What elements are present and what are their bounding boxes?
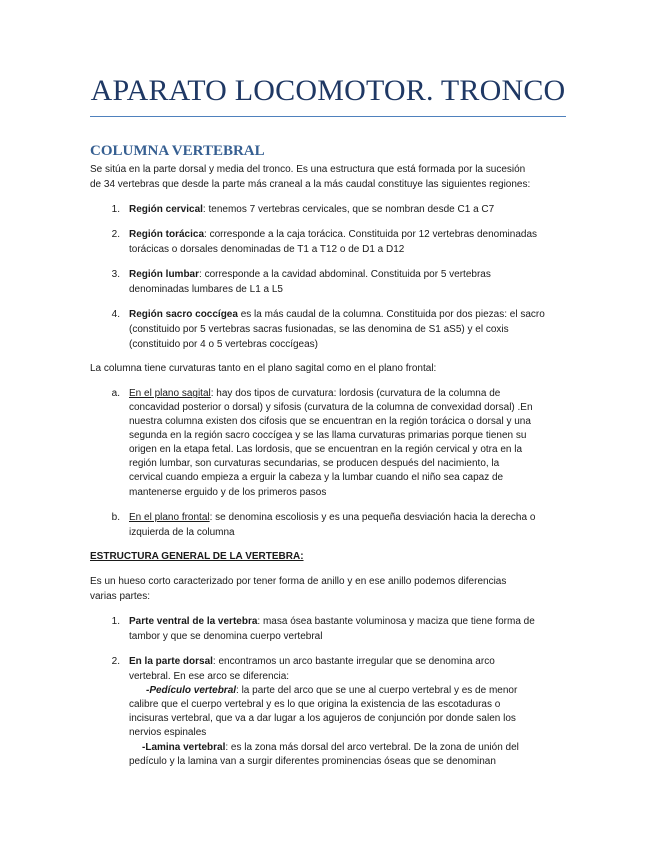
list-item-text: : encontramos un arco bastante irregular que se denomina arco xyxy=(212,656,495,667)
list-item-text: cervical cuando empieza a erguir la cabeza y la lumbar cuando el niño sea capaz de xyxy=(129,472,504,483)
list-item-text: nuestra columna existen dos cifosis que se encuentran en la región torácica o dorsal y una xyxy=(129,416,531,427)
sub-item-text: incisuras vertebral, que va a dar lugar a los agujeros de conjunción por donde salen los xyxy=(129,713,516,724)
list-item xyxy=(129,308,545,323)
paragraph: La columna tiene curvaturas tanto en el plano sagital como en el plano frontal: xyxy=(90,363,437,374)
list-item-term: Parte ventral de la vertebra xyxy=(129,616,258,627)
list-item xyxy=(129,387,500,402)
list-item-text: tambor y que se denomina cuerpo vertebral xyxy=(129,631,323,642)
subsection-heading-text: ESTRUCTURA GENERAL DE LA VERTEBRA: xyxy=(90,551,304,562)
title-underline xyxy=(90,116,566,117)
list-item-term: Región lumbar xyxy=(129,269,200,280)
list-item-text: : tenemos 7 vertebras cervicales, que se nombran desde C1 a C7 xyxy=(202,204,495,215)
sub-item-text: : la parte del arco que se une al cuerpo vertebral y es de menor xyxy=(236,685,518,696)
list-item xyxy=(129,615,535,630)
list-number: 2. xyxy=(111,229,120,240)
list-item-term: Región torácica xyxy=(129,229,205,240)
sub-item xyxy=(142,741,519,756)
list-number: 1. xyxy=(111,616,120,627)
sub-item-text: calibre que el cuerpo vertebral y es lo que origina la existencia de las escotaduras o xyxy=(129,699,501,710)
list-item-text: : corresponde a la caja torácica. Constituida por 12 vertebras denominadas xyxy=(204,229,537,240)
list-item-text: origen en la etapa fetal. Las lordosis, que se encuentran en la región cervical y otra en la xyxy=(129,444,523,455)
list-item xyxy=(129,268,491,283)
list-letter: b. xyxy=(111,512,120,523)
paragraph-line: varias partes: xyxy=(90,591,151,602)
list-item-text: izquierda de la columna xyxy=(129,527,235,538)
list-item-term: En el plano frontal xyxy=(129,512,210,523)
section-heading: COLUMNA VERTEBRAL xyxy=(90,143,265,159)
list-item xyxy=(129,655,495,670)
intro-line: Se sitúa en la parte dorsal y media del tronco. Es una estructura que está formada por la sucesión xyxy=(90,164,526,175)
list-item-term: En el plano sagital xyxy=(129,388,211,399)
list-item-text: región lumbar, son curvaturas secundarias, se producen después del nacimiento, la xyxy=(129,458,500,469)
list-item-term: Región sacro coccígea xyxy=(129,309,238,320)
sub-item-term: -Lamina vertebral xyxy=(142,742,226,753)
list-item-text: (constituido por 4 o 5 vertebras coccígeas) xyxy=(129,339,318,350)
subsection-heading xyxy=(90,550,304,565)
list-letter: a. xyxy=(111,388,120,399)
list-item xyxy=(129,203,494,218)
list-item-text: denominadas lumbares de L1 a L5 xyxy=(129,284,283,295)
list-item xyxy=(129,228,537,243)
list-item-text: torácicas o dorsales denominadas de T1 a T12 o de D1 a D12 xyxy=(129,244,405,255)
list-number: 1. xyxy=(111,204,120,215)
list-item-text: mantenerse erguido y de los primeros pasos xyxy=(129,487,327,498)
sub-item-text: nervios espinales xyxy=(129,727,207,738)
list-item-text: : corresponde a la cavidad abdominal. Constituida por 5 vertebras xyxy=(199,269,491,280)
paragraph-line: Es un hueso corto caracterizado por tener forma de anillo y en ese anillo podemos diferencias xyxy=(90,576,507,587)
sub-item-text: : es la zona más dorsal del arco vertebral. De la zona de unión del xyxy=(225,742,519,753)
sub-item xyxy=(146,684,517,699)
list-item-text: : masa ósea bastante voluminosa y maciza que tiene forma de xyxy=(257,616,535,627)
document-title: APARATO LOCOMOTOR. TRONCO xyxy=(90,74,566,107)
list-item-text: es la más caudal de la columna. Constituida por dos piezas: el sacro xyxy=(237,309,545,320)
list-item-term: En la parte dorsal xyxy=(129,656,213,667)
list-item-text: : se denomina escoliosis y es una pequeña desviación hacia la derecha o xyxy=(209,512,536,523)
list-item-term: Región cervical xyxy=(129,204,203,215)
intro-line: de 34 vertebras que desde la parte más craneal a la más caudal constituye las siguientes regiones: xyxy=(90,179,531,190)
sub-item-text: pedículo y la lamina van a surgir diferentes prominencias óseas que se denominan xyxy=(129,756,496,767)
list-number: 3. xyxy=(111,269,120,280)
list-number: 4. xyxy=(111,309,120,320)
list-item-text: vertebral. En ese arco se diferencia: xyxy=(129,671,290,682)
list-item-text: concavidad posterior o dorsal) y sifosis (curvatura de la columna de convexidad dorsal) .En xyxy=(129,402,533,413)
list-item-text: : hay dos tipos de curvatura: lordosis (curvatura de la columna de xyxy=(210,388,501,399)
list-item-text: segunda en la región sacro coccígea y se las llama curvaturas primarias porque tienen su xyxy=(129,430,527,441)
sub-item-term: -Pedículo vertebral xyxy=(146,685,237,696)
list-item-text: (constituido por 5 vertebras sacras fusionadas, se las denomina de S1 aS5) y el coxis xyxy=(129,324,509,335)
list-item xyxy=(129,511,535,526)
list-number: 2. xyxy=(111,656,120,667)
